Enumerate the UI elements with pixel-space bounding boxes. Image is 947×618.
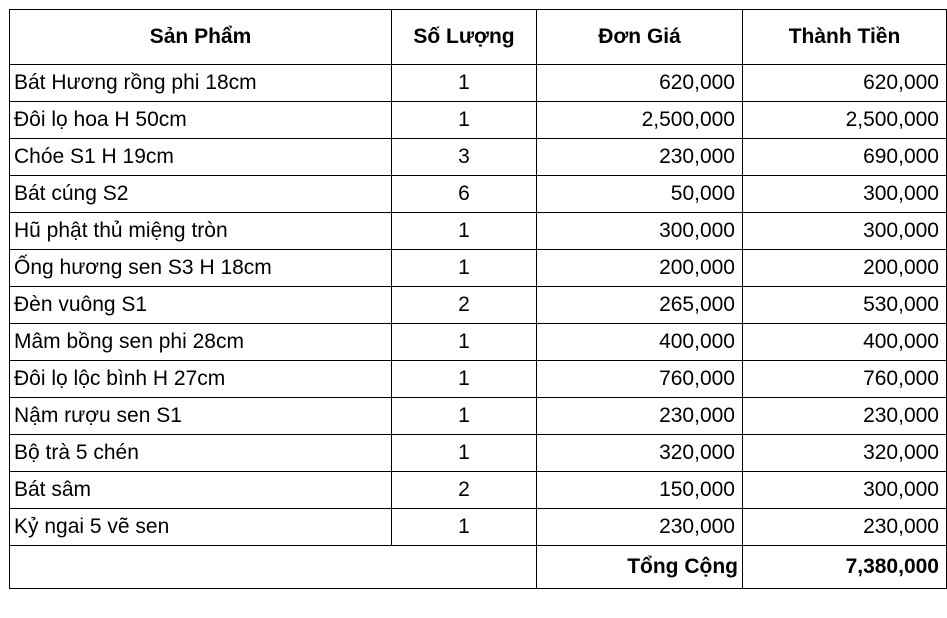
cell-product: Đôi lọ hoa H 50cm xyxy=(10,102,392,139)
cell-product: Kỷ ngai 5 vẽ sen xyxy=(10,509,392,546)
cell-quantity: 1 xyxy=(392,361,537,398)
cell-unit-price: 2,500,000 xyxy=(537,102,743,139)
table-row xyxy=(10,65,947,102)
table-body xyxy=(10,65,947,546)
cell-unit-price: 230,000 xyxy=(537,509,743,546)
table-row xyxy=(10,324,947,361)
cell-amount: 690,000 xyxy=(743,139,947,176)
cell-quantity: 3 xyxy=(392,139,537,176)
cell-amount: 530,000 xyxy=(743,287,947,324)
total-spacer xyxy=(10,546,537,589)
cell-unit-price: 200,000 xyxy=(537,250,743,287)
cell-unit-price: 620,000 xyxy=(537,65,743,102)
cell-product: Bát Hương rồng phi 18cm xyxy=(10,65,392,102)
total-value: 7,380,000 xyxy=(743,546,947,589)
cell-product: Hũ phật thủ miệng tròn xyxy=(10,213,392,250)
cell-quantity: 1 xyxy=(392,102,537,139)
cell-unit-price: 400,000 xyxy=(537,324,743,361)
header-unit-price: Đơn Giá xyxy=(537,10,743,65)
cell-product: Mâm bồng sen phi 28cm xyxy=(10,324,392,361)
table-row xyxy=(10,509,947,546)
cell-quantity: 1 xyxy=(392,509,537,546)
cell-amount: 300,000 xyxy=(743,213,947,250)
cell-unit-price: 265,000 xyxy=(537,287,743,324)
cell-amount: 200,000 xyxy=(743,250,947,287)
table-row xyxy=(10,213,947,250)
cell-quantity: 1 xyxy=(392,324,537,361)
cell-unit-price: 300,000 xyxy=(537,213,743,250)
table-row xyxy=(10,139,947,176)
table-row xyxy=(10,472,947,509)
cell-unit-price: 230,000 xyxy=(537,398,743,435)
cell-product: Bát sâm xyxy=(10,472,392,509)
invoice-table xyxy=(9,9,947,589)
table-header xyxy=(10,10,947,65)
cell-quantity: 1 xyxy=(392,435,537,472)
cell-amount: 300,000 xyxy=(743,472,947,509)
header-amount: Thành Tiền xyxy=(743,10,947,65)
total-label: Tổng Cộng xyxy=(537,546,743,589)
cell-amount: 300,000 xyxy=(743,176,947,213)
cell-quantity: 6 xyxy=(392,176,537,213)
header-quantity: Số Lượng xyxy=(392,10,537,65)
table-row xyxy=(10,287,947,324)
table-row xyxy=(10,361,947,398)
cell-unit-price: 150,000 xyxy=(537,472,743,509)
cell-quantity: 1 xyxy=(392,398,537,435)
cell-quantity: 1 xyxy=(392,213,537,250)
cell-amount: 400,000 xyxy=(743,324,947,361)
cell-unit-price: 230,000 xyxy=(537,139,743,176)
cell-product: Đôi lọ lộc bình H 27cm xyxy=(10,361,392,398)
header-product: Sản Phẩm xyxy=(10,10,392,65)
table-row xyxy=(10,435,947,472)
cell-unit-price: 760,000 xyxy=(537,361,743,398)
cell-amount: 230,000 xyxy=(743,509,947,546)
cell-quantity: 2 xyxy=(392,287,537,324)
cell-product: Bộ trà 5 chén xyxy=(10,435,392,472)
cell-amount: 2,500,000 xyxy=(743,102,947,139)
cell-product: Ống hương sen S3 H 18cm xyxy=(10,250,392,287)
table-row xyxy=(10,250,947,287)
table-row xyxy=(10,176,947,213)
total-row xyxy=(10,546,947,589)
table-footer xyxy=(10,546,947,589)
cell-product: Đèn vuông S1 xyxy=(10,287,392,324)
cell-quantity: 2 xyxy=(392,472,537,509)
cell-amount: 320,000 xyxy=(743,435,947,472)
cell-product: Nậm rượu sen S1 xyxy=(10,398,392,435)
table-row xyxy=(10,102,947,139)
cell-amount: 760,000 xyxy=(743,361,947,398)
table-row xyxy=(10,398,947,435)
invoice-sheet xyxy=(9,9,947,589)
header-row xyxy=(10,10,947,65)
cell-unit-price: 50,000 xyxy=(537,176,743,213)
cell-amount: 620,000 xyxy=(743,65,947,102)
cell-amount: 230,000 xyxy=(743,398,947,435)
cell-quantity: 1 xyxy=(392,250,537,287)
cell-product: Bát cúng S2 xyxy=(10,176,392,213)
cell-product: Chóe S1 H 19cm xyxy=(10,139,392,176)
cell-unit-price: 320,000 xyxy=(537,435,743,472)
cell-quantity: 1 xyxy=(392,65,537,102)
